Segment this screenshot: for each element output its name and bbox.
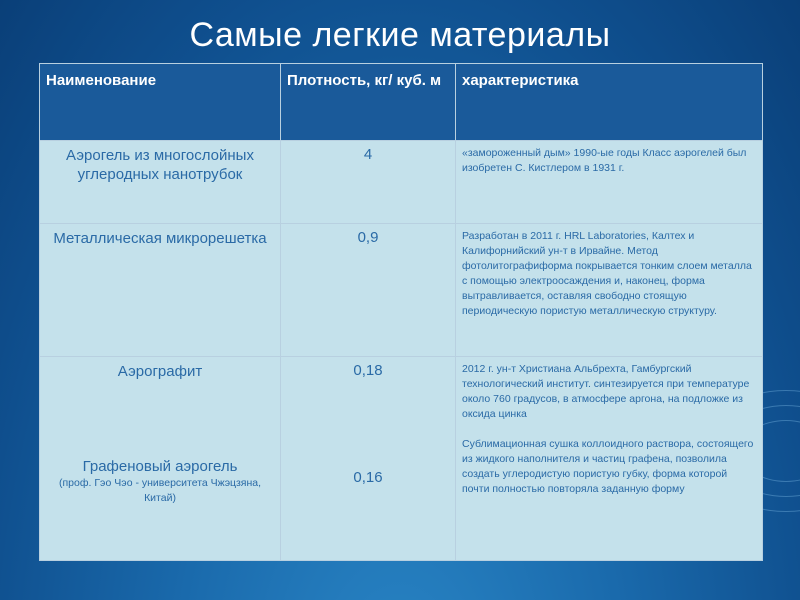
material-name-cell [40,357,281,561]
material-name-2-note: (проф. Гэо Чэо - университета Чжэцзяна, Китай) [58,477,262,504]
material-description-2: Сублимационная сушка коллоидного раствора, состоящего из жидкого наполнителя и частиц графена, позволила создать углеродистую пористую губку, форма которой почти полностью повторяла заданную форму [462,438,754,495]
material-density: 0,18 [353,362,383,379]
material-name: Аэрографит [117,363,203,380]
header-name: Наименование [40,64,281,141]
density-gap [285,379,451,469]
header-characteristics: характеристика [456,64,763,141]
material-density-2: 0,16 [353,469,383,486]
material-description-cell [456,357,763,561]
material-name: Аэрогель из многослойных углеродных нанотрубок [40,141,281,224]
table-header-row [40,64,763,141]
material-name: Металлическая микрорешетка [40,224,281,357]
name-gap [44,381,276,457]
material-description: «замороженный дым» 1990-ые годы Класс аэрогелей был изобретен С. Кистлером в 1931 г. [456,141,763,224]
material-density: 0,9 [281,224,456,357]
table-row [40,357,763,561]
description-gap [462,422,756,437]
slide-title: Самые легкие материалы [189,16,611,54]
materials-table [39,63,763,561]
table-row [40,224,763,357]
table-row [40,141,763,224]
material-density-cell [281,357,456,561]
header-density: Плотность, кг/ куб. м [281,64,456,141]
material-name-2: Графеновый аэрогель [82,458,238,475]
material-description: Разработан в 2011 г. HRL Laboratories, Калтех и Калифорнийский ун-т в Ирвайне. Метод фотолитографиформа покрывается тонким слоем металла с помощью электроосаждения и, наконец, форма вытравливается, оставляя свободно стоящую периодическую пористую металлическую структуру. [456,224,763,357]
material-density: 4 [281,141,456,224]
material-description: 2012 г. ун-т Христиана Альбрехта, Гамбургский технологический институт. синтезируется при температуре около 760 градусов, в атмосфере аргона, на подложке из оксида цинка [462,363,750,420]
